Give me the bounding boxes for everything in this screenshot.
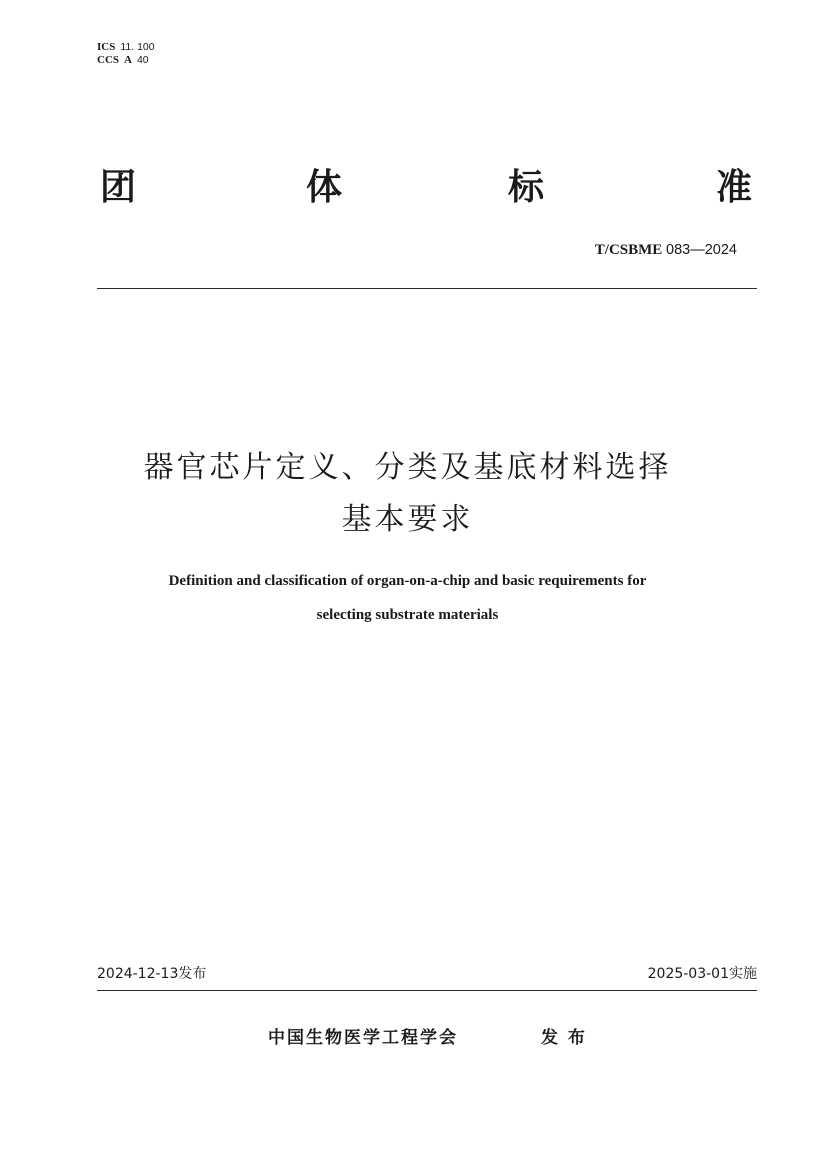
ccs-line	[97, 54, 149, 66]
standard-type-char-4: 准	[716, 167, 753, 208]
title-cn-line-1: 器官芯片定义、分类及基底材料选择	[143, 450, 672, 485]
title-cn-line-2: 基本要求	[341, 502, 474, 537]
standard-type-char-1: 团	[100, 167, 137, 208]
ccs-value: 40	[136, 54, 149, 66]
standard-number	[595, 242, 737, 259]
standard-type-char-3: 标	[508, 167, 545, 208]
issue-date: 2024-12-13发布	[97, 966, 207, 982]
ics-line	[97, 41, 155, 53]
header-divider	[97, 288, 757, 289]
implementation-date: 2025-03-01实施	[647, 966, 757, 982]
title-en-line-2: selecting substrate materials	[316, 607, 499, 623]
ics-label: ICS	[97, 41, 116, 53]
footer-divider	[97, 990, 757, 991]
standard-type-char-2: 体	[306, 167, 343, 208]
issuer-action: 发 布	[541, 1028, 587, 1048]
standard-number-prefix: T/CSBME	[594, 242, 663, 258]
ccs-subject: A	[124, 54, 132, 66]
ics-value: 11. 100	[120, 41, 155, 53]
ccs-label: CCS	[97, 54, 120, 66]
standard-number-value: 083—2024	[666, 242, 737, 258]
issuer-organization: 中国生物医学工程学会	[268, 1028, 458, 1048]
title-en-line-1: Definition and classification of organ-on-a-chip and basic requirements for	[168, 573, 647, 589]
